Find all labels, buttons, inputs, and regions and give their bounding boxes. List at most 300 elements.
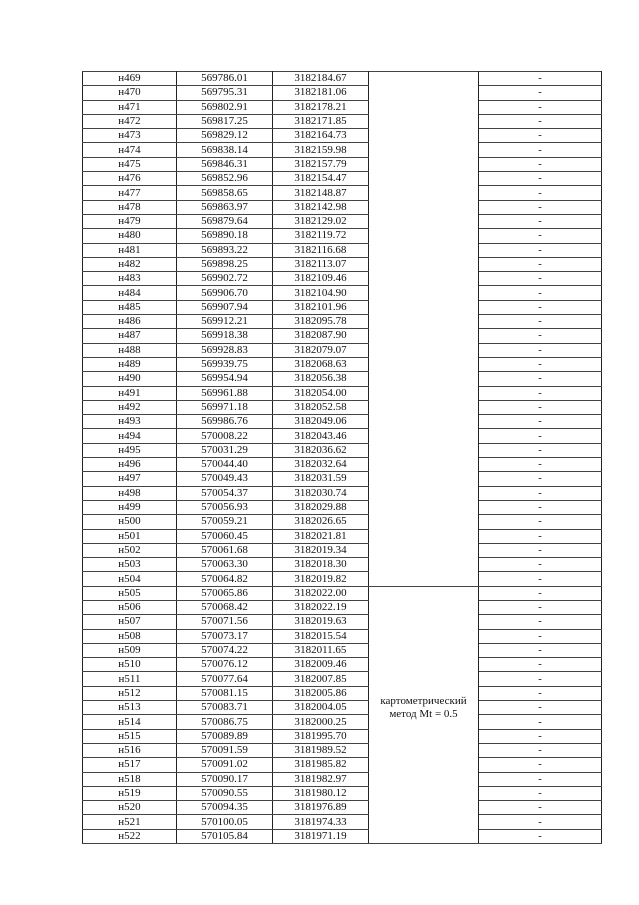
table-row xyxy=(83,472,602,486)
y-coordinate-cell: 3182009.46 xyxy=(273,658,369,672)
x-coordinate-cell: 570073.17 xyxy=(177,629,273,643)
note-cell: - xyxy=(479,300,602,314)
note-cell: - xyxy=(479,586,602,600)
y-coordinate-cell: 3182159.98 xyxy=(273,143,369,157)
x-coordinate-cell: 570049.43 xyxy=(177,472,273,486)
y-coordinate-cell: 3182018.30 xyxy=(273,558,369,572)
y-coordinate-cell: 3182030.74 xyxy=(273,486,369,500)
note-cell: - xyxy=(479,329,602,343)
x-coordinate-cell: 569846.31 xyxy=(177,157,273,171)
method-cell xyxy=(369,615,479,629)
note-cell: - xyxy=(479,186,602,200)
x-coordinate-cell: 570064.82 xyxy=(177,572,273,586)
table-row xyxy=(83,572,602,586)
point-id-cell: н518 xyxy=(83,772,177,786)
point-id-cell: н519 xyxy=(83,786,177,800)
table-row xyxy=(83,486,602,500)
point-id-cell: н490 xyxy=(83,372,177,386)
method-cell xyxy=(369,600,479,614)
x-coordinate-cell: 569902.72 xyxy=(177,272,273,286)
method-cell xyxy=(369,500,479,514)
y-coordinate-cell: 3182171.85 xyxy=(273,114,369,128)
table-row xyxy=(83,400,602,414)
x-coordinate-cell: 569907.94 xyxy=(177,300,273,314)
y-coordinate-cell: 3181974.33 xyxy=(273,815,369,829)
method-cell xyxy=(369,243,479,257)
table-row xyxy=(83,186,602,200)
table-row xyxy=(83,86,602,100)
method-cell xyxy=(369,458,479,472)
table-row xyxy=(83,415,602,429)
y-coordinate-cell: 3182154.47 xyxy=(273,172,369,186)
note-cell: - xyxy=(479,458,602,472)
point-id-cell: н521 xyxy=(83,815,177,829)
point-id-cell: н501 xyxy=(83,529,177,543)
table-row xyxy=(83,157,602,171)
method-cell xyxy=(369,272,479,286)
table-row xyxy=(83,729,602,743)
point-id-cell: н517 xyxy=(83,758,177,772)
y-coordinate-cell: 3182101.96 xyxy=(273,300,369,314)
note-cell: - xyxy=(479,229,602,243)
y-coordinate-cell: 3182019.34 xyxy=(273,543,369,557)
x-coordinate-cell: 570091.59 xyxy=(177,743,273,757)
y-coordinate-cell: 3182079.07 xyxy=(273,343,369,357)
point-id-cell: н488 xyxy=(83,343,177,357)
point-id-cell: н511 xyxy=(83,672,177,686)
note-cell: - xyxy=(479,515,602,529)
point-id-cell: н481 xyxy=(83,243,177,257)
table-row xyxy=(83,372,602,386)
note-cell: - xyxy=(479,172,602,186)
note-cell: - xyxy=(479,214,602,228)
y-coordinate-cell: 3182052.58 xyxy=(273,400,369,414)
table-row xyxy=(83,458,602,472)
y-coordinate-cell: 3182178.21 xyxy=(273,100,369,114)
x-coordinate-cell: 570083.71 xyxy=(177,701,273,715)
y-coordinate-cell: 3182113.07 xyxy=(273,257,369,271)
table-row xyxy=(83,143,602,157)
method-cell xyxy=(369,694,479,720)
method-cell xyxy=(369,329,479,343)
point-id-cell: н514 xyxy=(83,715,177,729)
point-id-cell: н505 xyxy=(83,586,177,600)
table-row xyxy=(83,243,602,257)
x-coordinate-cell: 569906.70 xyxy=(177,286,273,300)
point-id-cell: н512 xyxy=(83,686,177,700)
y-coordinate-cell: 3182087.90 xyxy=(273,329,369,343)
y-coordinate-cell: 3182116.68 xyxy=(273,243,369,257)
x-coordinate-cell: 569928.83 xyxy=(177,343,273,357)
table-row xyxy=(83,701,602,715)
note-cell: - xyxy=(479,257,602,271)
note-cell: - xyxy=(479,129,602,143)
point-id-cell: н520 xyxy=(83,801,177,815)
note-cell: - xyxy=(479,415,602,429)
method-cell xyxy=(369,643,479,657)
x-coordinate-cell: 569858.65 xyxy=(177,186,273,200)
y-coordinate-cell: 3182148.87 xyxy=(273,186,369,200)
x-coordinate-cell: 570059.21 xyxy=(177,515,273,529)
y-coordinate-cell: 3182142.98 xyxy=(273,200,369,214)
note-cell: - xyxy=(479,372,602,386)
point-id-cell: н480 xyxy=(83,229,177,243)
method-cell xyxy=(369,386,479,400)
note-cell: - xyxy=(479,829,602,843)
y-coordinate-cell: 3182022.19 xyxy=(273,600,369,614)
point-id-cell: н472 xyxy=(83,114,177,128)
method-cell xyxy=(369,586,479,600)
method-cell xyxy=(369,429,479,443)
note-cell: - xyxy=(479,786,602,800)
note-cell: - xyxy=(479,701,602,715)
method-cell xyxy=(369,558,479,572)
x-coordinate-cell: 570100.05 xyxy=(177,815,273,829)
x-coordinate-cell: 569879.64 xyxy=(177,214,273,228)
table-row xyxy=(83,443,602,457)
table-row xyxy=(83,72,602,86)
method-cell xyxy=(369,515,479,529)
x-coordinate-cell: 569986.76 xyxy=(177,415,273,429)
method-cell xyxy=(369,472,479,486)
table-row xyxy=(83,515,602,529)
table-row xyxy=(83,329,602,343)
x-coordinate-cell: 569795.31 xyxy=(177,86,273,100)
x-coordinate-cell: 569954.94 xyxy=(177,372,273,386)
note-cell: - xyxy=(479,629,602,643)
coordinates-table xyxy=(82,71,602,844)
method-cell xyxy=(369,772,479,786)
note-cell: - xyxy=(479,429,602,443)
x-coordinate-cell: 570068.42 xyxy=(177,600,273,614)
x-coordinate-cell: 570031.29 xyxy=(177,443,273,457)
x-coordinate-cell: 569939.75 xyxy=(177,357,273,371)
table-row xyxy=(83,558,602,572)
method-cell xyxy=(369,300,479,314)
note-cell: - xyxy=(479,400,602,414)
table-row xyxy=(83,200,602,214)
note-cell: - xyxy=(479,72,602,86)
note-cell: - xyxy=(479,243,602,257)
y-coordinate-cell: 3181989.52 xyxy=(273,743,369,757)
x-coordinate-cell: 570081.15 xyxy=(177,686,273,700)
point-id-cell: н500 xyxy=(83,515,177,529)
note-cell: - xyxy=(479,600,602,614)
table-row xyxy=(83,286,602,300)
method-cell xyxy=(369,343,479,357)
note-cell: - xyxy=(479,114,602,128)
x-coordinate-cell: 570044.40 xyxy=(177,458,273,472)
y-coordinate-cell: 3182119.72 xyxy=(273,229,369,243)
point-id-cell: н469 xyxy=(83,72,177,86)
method-cell xyxy=(369,415,479,429)
point-id-cell: н484 xyxy=(83,286,177,300)
y-coordinate-cell: 3182019.63 xyxy=(273,615,369,629)
point-id-cell: н506 xyxy=(83,600,177,614)
y-coordinate-cell: 3182049.06 xyxy=(273,415,369,429)
y-coordinate-cell: 3182036.62 xyxy=(273,443,369,457)
y-coordinate-cell: 3182164.73 xyxy=(273,129,369,143)
y-coordinate-cell: 3182022.00 xyxy=(273,586,369,600)
method-cell xyxy=(369,658,479,672)
note-cell: - xyxy=(479,86,602,100)
x-coordinate-cell: 569786.01 xyxy=(177,72,273,86)
y-coordinate-cell: 3182095.78 xyxy=(273,315,369,329)
point-id-cell: н476 xyxy=(83,172,177,186)
x-coordinate-cell: 570054.37 xyxy=(177,486,273,500)
x-coordinate-cell: 570071.56 xyxy=(177,615,273,629)
method-cell xyxy=(369,529,479,543)
y-coordinate-cell: 3182029.88 xyxy=(273,500,369,514)
note-cell: - xyxy=(479,672,602,686)
table-row xyxy=(83,429,602,443)
method-cell xyxy=(369,400,479,414)
method-cell xyxy=(369,629,479,643)
point-id-cell: н477 xyxy=(83,186,177,200)
note-cell: - xyxy=(479,558,602,572)
x-coordinate-cell: 569918.38 xyxy=(177,329,273,343)
method-cell xyxy=(369,829,479,843)
point-id-cell: н470 xyxy=(83,86,177,100)
point-id-cell: н499 xyxy=(83,500,177,514)
table-row xyxy=(83,343,602,357)
method-cell xyxy=(369,801,479,815)
method-cell xyxy=(369,143,479,157)
method-cell xyxy=(369,114,479,128)
table-row xyxy=(83,214,602,228)
note-cell: - xyxy=(479,486,602,500)
y-coordinate-cell: 3181995.70 xyxy=(273,729,369,743)
point-id-cell: н510 xyxy=(83,658,177,672)
point-id-cell: н498 xyxy=(83,486,177,500)
x-coordinate-cell: 569912.21 xyxy=(177,315,273,329)
point-id-cell: н489 xyxy=(83,357,177,371)
table-row xyxy=(83,600,602,614)
method-cell xyxy=(369,372,479,386)
point-id-cell: н492 xyxy=(83,400,177,414)
point-id-cell: н478 xyxy=(83,200,177,214)
point-id-cell: н487 xyxy=(83,329,177,343)
point-id-cell: н504 xyxy=(83,572,177,586)
x-coordinate-cell: 570086.75 xyxy=(177,715,273,729)
x-coordinate-cell: 570061.68 xyxy=(177,543,273,557)
x-coordinate-cell: 569802.91 xyxy=(177,100,273,114)
note-cell: - xyxy=(479,500,602,514)
y-coordinate-cell: 3182026.65 xyxy=(273,515,369,529)
coordinates-table-body xyxy=(83,72,602,844)
y-coordinate-cell: 3181982.97 xyxy=(273,772,369,786)
method-cell xyxy=(369,315,479,329)
x-coordinate-cell: 569852.96 xyxy=(177,172,273,186)
table-row xyxy=(83,357,602,371)
table-row xyxy=(83,129,602,143)
x-coordinate-cell: 569898.25 xyxy=(177,257,273,271)
table-row xyxy=(83,257,602,271)
y-coordinate-cell: 3182056.38 xyxy=(273,372,369,386)
note-cell: - xyxy=(479,743,602,757)
table-row xyxy=(83,114,602,128)
point-id-cell: н473 xyxy=(83,129,177,143)
x-coordinate-cell: 570089.89 xyxy=(177,729,273,743)
x-coordinate-cell: 569829.12 xyxy=(177,129,273,143)
point-id-cell: н508 xyxy=(83,629,177,643)
method-cell xyxy=(369,129,479,143)
note-cell: - xyxy=(479,686,602,700)
point-id-cell: н515 xyxy=(83,729,177,743)
note-cell: - xyxy=(479,643,602,657)
point-id-cell: н516 xyxy=(83,743,177,757)
y-coordinate-cell: 3182000.25 xyxy=(273,715,369,729)
note-cell: - xyxy=(479,529,602,543)
point-id-cell: н496 xyxy=(83,458,177,472)
x-coordinate-cell: 570094.35 xyxy=(177,801,273,815)
x-coordinate-cell: 570060.45 xyxy=(177,529,273,543)
method-cell xyxy=(369,172,479,186)
y-coordinate-cell: 3182043.46 xyxy=(273,429,369,443)
x-coordinate-cell: 570065.86 xyxy=(177,586,273,600)
table-row xyxy=(83,672,602,686)
table-row xyxy=(83,815,602,829)
note-cell: - xyxy=(479,772,602,786)
point-id-cell: н509 xyxy=(83,643,177,657)
note-cell: - xyxy=(479,357,602,371)
y-coordinate-cell: 3182104.90 xyxy=(273,286,369,300)
x-coordinate-cell: 569863.97 xyxy=(177,200,273,214)
point-id-cell: н494 xyxy=(83,429,177,443)
point-id-cell: н502 xyxy=(83,543,177,557)
method-cell xyxy=(369,157,479,171)
x-coordinate-cell: 570077.64 xyxy=(177,672,273,686)
method-cell xyxy=(369,815,479,829)
table-row xyxy=(83,758,602,772)
note-cell: - xyxy=(479,815,602,829)
method-cell xyxy=(369,572,479,586)
y-coordinate-cell: 3182015.54 xyxy=(273,629,369,643)
y-coordinate-cell: 3182184.67 xyxy=(273,72,369,86)
point-id-cell: н475 xyxy=(83,157,177,171)
point-id-cell: н482 xyxy=(83,257,177,271)
method-cell xyxy=(369,186,479,200)
table-row xyxy=(83,100,602,114)
x-coordinate-cell: 569838.14 xyxy=(177,143,273,157)
method-cell xyxy=(369,486,479,500)
method-cell xyxy=(369,786,479,800)
point-id-cell: н491 xyxy=(83,386,177,400)
x-coordinate-cell: 570105.84 xyxy=(177,829,273,843)
table-row xyxy=(83,658,602,672)
table-row xyxy=(83,786,602,800)
x-coordinate-cell: 569971.18 xyxy=(177,400,273,414)
y-coordinate-cell: 3181985.82 xyxy=(273,758,369,772)
y-coordinate-cell: 3182109.46 xyxy=(273,272,369,286)
y-coordinate-cell: 3182068.63 xyxy=(273,357,369,371)
x-coordinate-cell: 569817.25 xyxy=(177,114,273,128)
x-coordinate-cell: 570090.55 xyxy=(177,786,273,800)
table-row xyxy=(83,315,602,329)
table-row xyxy=(83,643,602,657)
method-cell xyxy=(369,286,479,300)
method-cell xyxy=(369,443,479,457)
x-coordinate-cell: 570090.17 xyxy=(177,772,273,786)
y-coordinate-cell: 3182005.86 xyxy=(273,686,369,700)
note-cell: - xyxy=(479,386,602,400)
method-cell xyxy=(369,357,479,371)
method-cell xyxy=(369,729,479,743)
note-cell: - xyxy=(479,286,602,300)
table-row xyxy=(83,229,602,243)
note-cell: - xyxy=(479,615,602,629)
table-row xyxy=(83,500,602,514)
y-coordinate-cell: 3182021.81 xyxy=(273,529,369,543)
table-row xyxy=(83,629,602,643)
point-id-cell: н485 xyxy=(83,300,177,314)
y-coordinate-cell: 3181976.89 xyxy=(273,801,369,815)
point-id-cell: н474 xyxy=(83,143,177,157)
table-row xyxy=(83,172,602,186)
x-coordinate-cell: 570076.12 xyxy=(177,658,273,672)
x-coordinate-cell: 570056.93 xyxy=(177,500,273,514)
table-row xyxy=(83,529,602,543)
note-cell: - xyxy=(479,157,602,171)
note-cell: - xyxy=(479,658,602,672)
y-coordinate-cell: 3182004.05 xyxy=(273,701,369,715)
point-id-cell: н486 xyxy=(83,315,177,329)
note-cell: - xyxy=(479,543,602,557)
note-cell: - xyxy=(479,758,602,772)
point-id-cell: н513 xyxy=(83,701,177,715)
y-coordinate-cell: 3181971.19 xyxy=(273,829,369,843)
y-coordinate-cell: 3182019.82 xyxy=(273,572,369,586)
note-cell: - xyxy=(479,572,602,586)
point-id-cell: н471 xyxy=(83,100,177,114)
note-cell: - xyxy=(479,472,602,486)
method-cell xyxy=(369,72,479,86)
table-row xyxy=(83,715,602,729)
note-cell: - xyxy=(479,343,602,357)
table-row xyxy=(83,686,602,700)
y-coordinate-cell: 3182054.00 xyxy=(273,386,369,400)
table-row xyxy=(83,272,602,286)
table-row xyxy=(83,615,602,629)
y-coordinate-cell: 3182031.59 xyxy=(273,472,369,486)
method-cell xyxy=(369,543,479,557)
y-coordinate-cell: 3182157.79 xyxy=(273,157,369,171)
note-cell: - xyxy=(479,100,602,114)
method-cell xyxy=(369,100,479,114)
table-row xyxy=(83,586,602,600)
point-id-cell: н503 xyxy=(83,558,177,572)
point-id-cell: н522 xyxy=(83,829,177,843)
method-cell xyxy=(369,86,479,100)
y-coordinate-cell: 3182032.64 xyxy=(273,458,369,472)
note-cell: - xyxy=(479,443,602,457)
y-coordinate-cell: 3182007.85 xyxy=(273,672,369,686)
y-coordinate-cell: 3182129.02 xyxy=(273,214,369,228)
method-cell xyxy=(369,743,479,757)
note-cell: - xyxy=(479,801,602,815)
method-cell xyxy=(369,257,479,271)
x-coordinate-cell: 569890.18 xyxy=(177,229,273,243)
note-cell: - xyxy=(479,143,602,157)
table-row xyxy=(83,543,602,557)
note-cell: - xyxy=(479,315,602,329)
note-cell: - xyxy=(479,200,602,214)
table-row xyxy=(83,743,602,757)
note-cell: - xyxy=(479,729,602,743)
note-cell: - xyxy=(479,272,602,286)
x-coordinate-cell: 570063.30 xyxy=(177,558,273,572)
table-row xyxy=(83,300,602,314)
